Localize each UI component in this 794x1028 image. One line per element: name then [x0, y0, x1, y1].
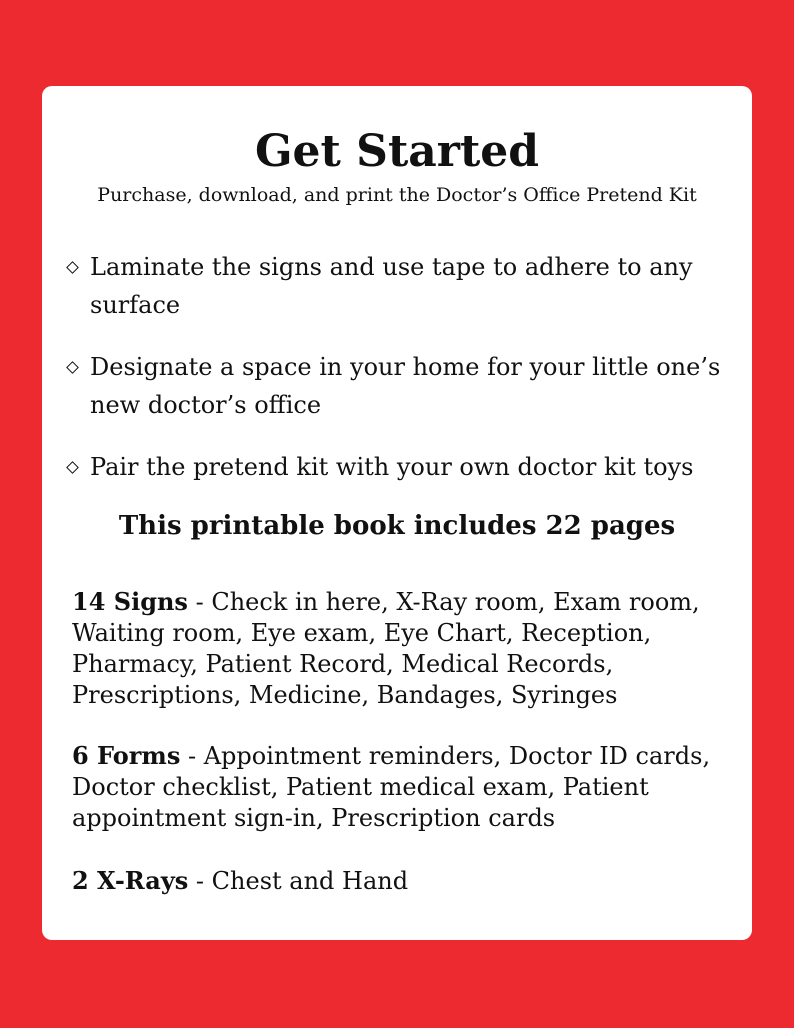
forms-section: [72, 740, 736, 834]
page-subtitle: Purchase, download, and print the Doctor’s Office Pretend Kit: [97, 184, 697, 206]
instruction-item: [66, 248, 736, 324]
forms-text: Appointment reminders, Doctor ID cards, Doctor checklist, Patient medical exam, Patient appointment sign-in, Prescription cards: [72, 742, 711, 832]
xrays-section: [72, 865, 736, 897]
content-card: [42, 86, 752, 940]
diamond-icon: [66, 461, 79, 474]
instruction-text: Designate a space in your home for your little one’s new doctor’s office: [90, 353, 721, 419]
signs-separator: -: [187, 588, 212, 616]
instruction-item: [66, 348, 736, 424]
diamond-icon: [66, 361, 79, 374]
forms-separator: -: [180, 742, 204, 770]
signs-label: 14 Signs: [72, 587, 188, 616]
instruction-text: Laminate the signs and use tape to adhere to any surface: [90, 253, 693, 319]
forms-label: 6 Forms: [72, 741, 181, 770]
page-title: Get Started: [254, 126, 540, 177]
signs-section: [72, 586, 736, 711]
instructions-list: [66, 248, 736, 486]
diamond-icon: [66, 261, 79, 274]
xrays-separator: -: [188, 867, 212, 895]
instruction-text: Pair the pretend kit with your own doctor kit toys: [90, 453, 694, 481]
includes-heading: This printable book includes 22 pages: [118, 511, 676, 541]
signs-text: Check in here, X-Ray room, Exam room, Waiting room, Eye exam, Eye Chart, Reception, Pharmacy, Patient Record, Medical Records, Prescriptions, Medicine, Bandages, Syringes: [72, 588, 700, 709]
xrays-label: 2 X-Rays: [72, 866, 189, 895]
instruction-item: [66, 448, 736, 486]
xrays-text: Chest and Hand: [211, 867, 409, 895]
